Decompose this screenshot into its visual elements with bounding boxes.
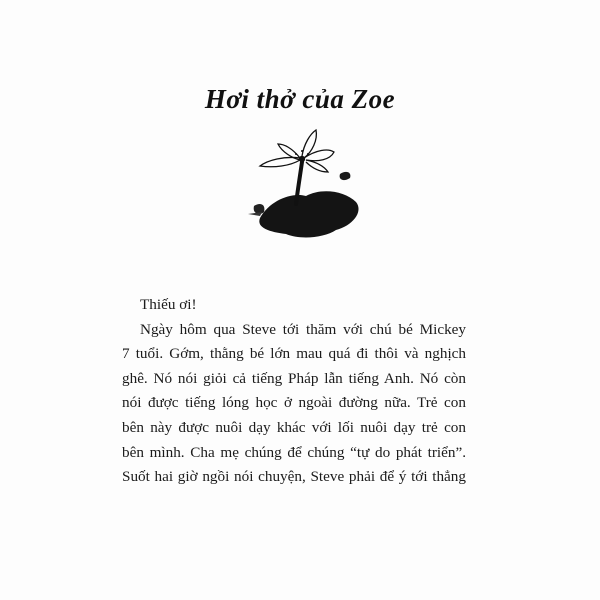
paragraph-line: ghê. Nó nói giỏi cả tiếng Pháp lẫn tiếng Anh. Nó còn	[122, 369, 466, 387]
paragraph-line: bên này được nuôi dạy khác với lối nuôi dạy trẻ con	[122, 418, 466, 436]
paragraph-line: 7 tuổi. Gớm, thằng bé lớn mau quá đi thôi và nghịch	[122, 345, 466, 363]
stamen-dot-3	[301, 150, 303, 152]
ink-wash-streak	[248, 212, 262, 216]
letter-body	[122, 293, 466, 490]
petal-top	[302, 130, 316, 158]
letter-greeting: Thiếu ơi!	[140, 296, 197, 313]
petal-lower-right	[306, 160, 328, 172]
paragraph-line: nói được tiếng lóng học ở ngoài đường nữa. Trẻ con	[122, 394, 466, 412]
ink-wash-base	[259, 191, 358, 237]
letter-paragraph	[122, 318, 466, 490]
petal-left	[260, 157, 300, 166]
chapter-title: Hơi thở của Zoe	[204, 84, 396, 114]
petal-right	[304, 150, 334, 161]
small-leaf	[340, 172, 351, 180]
stamen-dot-2	[307, 153, 309, 155]
paragraph-line: bên mình. Cha mẹ chúng để chúng “tự do phát triển”.	[122, 443, 466, 461]
flower-center	[299, 156, 305, 162]
paragraph-line: Ngày hôm qua Steve tới thăm với chú bé Mickey	[140, 320, 466, 338]
paragraph-line: Suốt hai giờ ngồi nói chuyện, Steve phải để ý tới thẳng	[122, 468, 466, 486]
lotus-illustration-icon	[240, 122, 370, 252]
stamen-dot-1	[295, 153, 297, 155]
